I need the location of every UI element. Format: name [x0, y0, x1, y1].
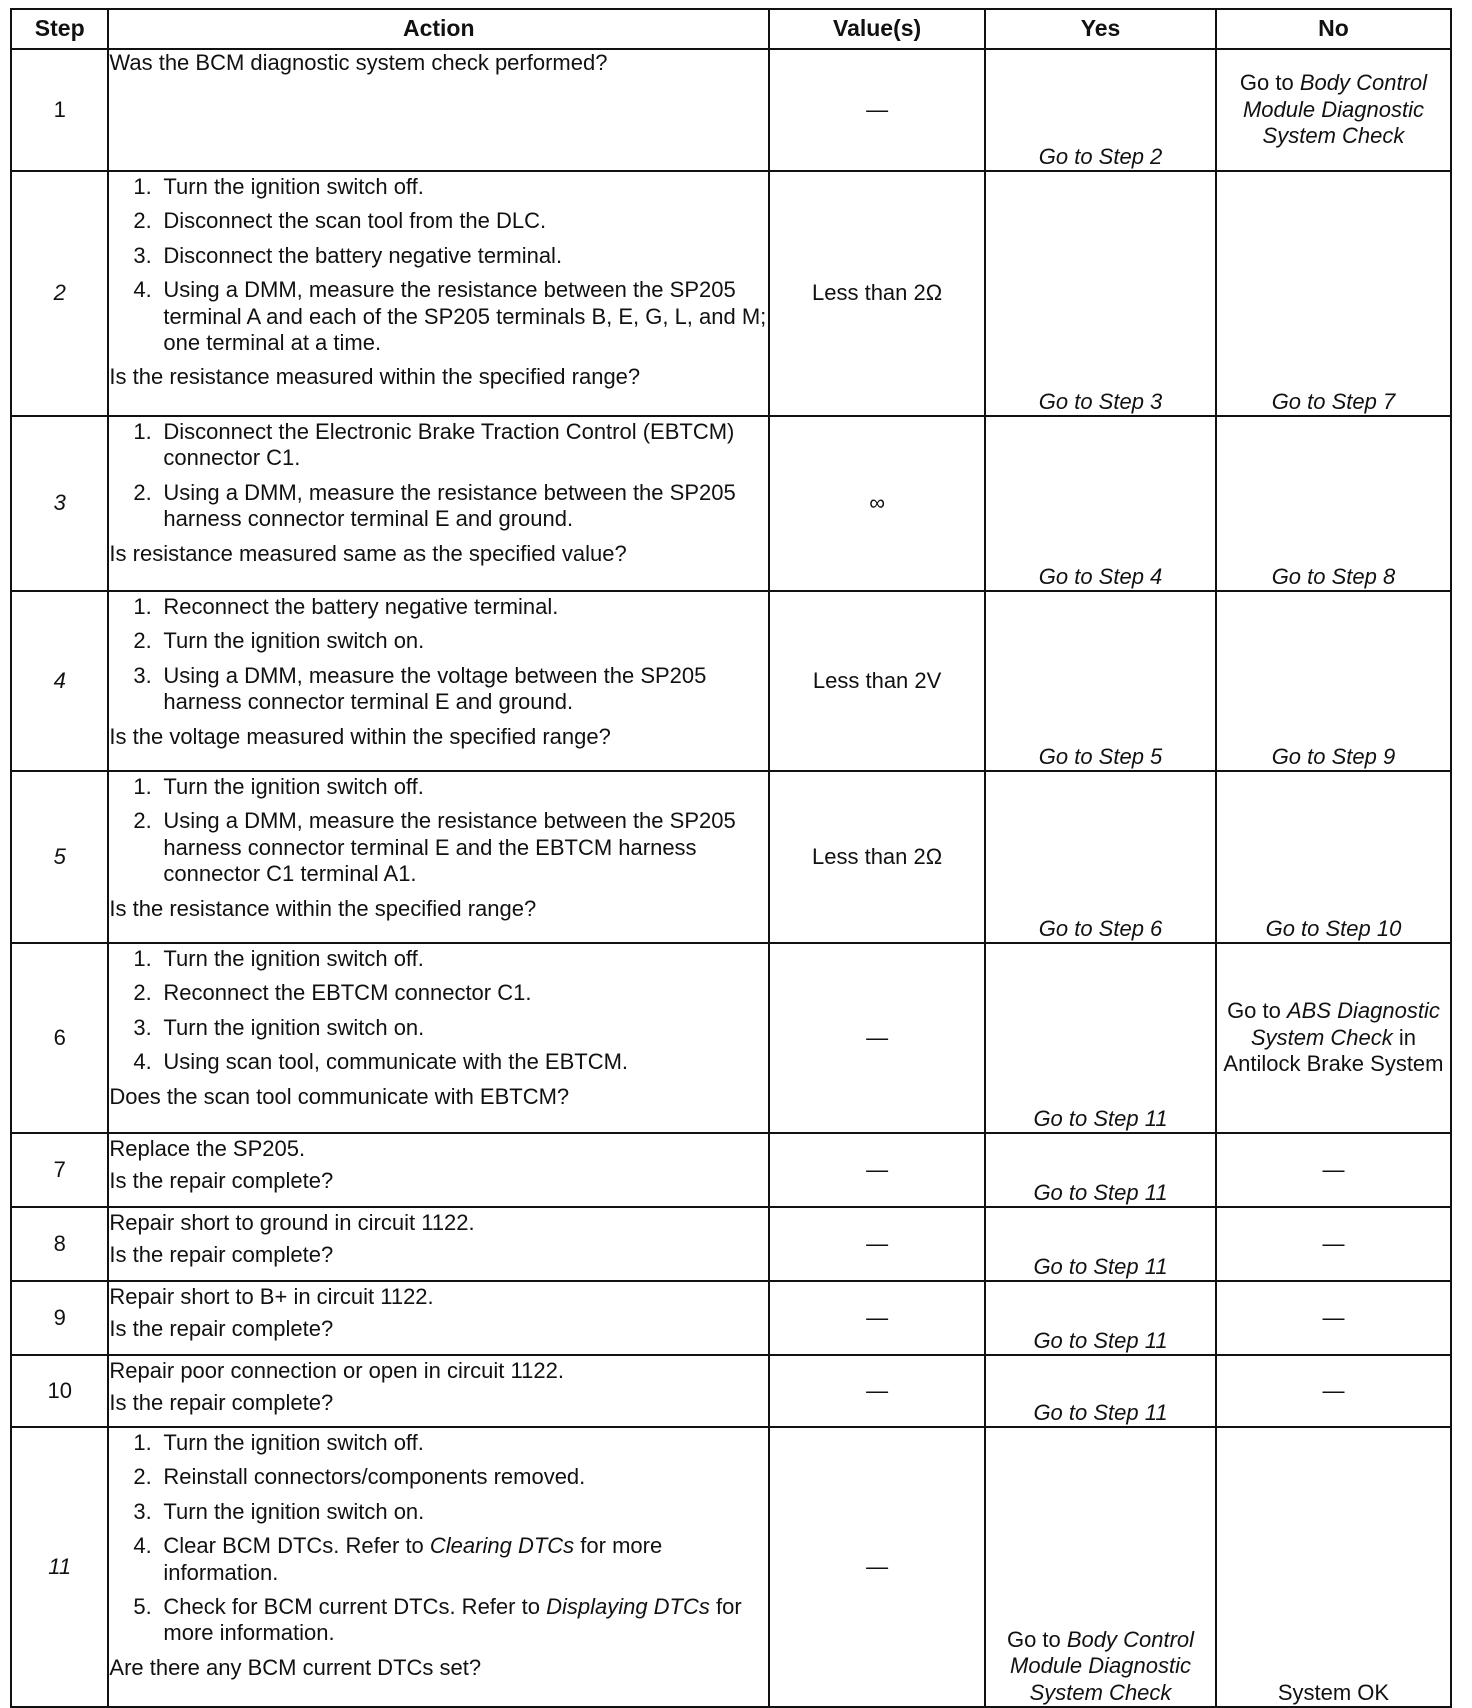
action-question: Is resistance measured same as the specified value? — [109, 540, 627, 566]
no-cell — [1216, 49, 1451, 171]
no-cell — [1216, 943, 1451, 1133]
yes-cell: Go to Step 11 — [985, 1133, 1216, 1207]
table-row — [11, 943, 1451, 1133]
no-link: Body Control Module Diagnostic System Check — [1242, 70, 1428, 149]
list-item: 1. Turn the ignition switch off. — [133, 946, 424, 971]
list-item: 3. Turn the ignition switch on. — [133, 1498, 425, 1524]
no-cell: — — [1216, 1281, 1451, 1355]
value-cell: ∞ — [769, 416, 985, 591]
action-cell — [108, 171, 769, 416]
yes-cell: Go to Step 4 — [985, 416, 1216, 591]
no-cell: — — [1216, 1355, 1451, 1427]
no-cell: Go to Step 8 — [1216, 416, 1451, 591]
action-list — [109, 594, 768, 716]
action-list — [109, 946, 768, 1076]
table-row — [11, 591, 1451, 771]
action-question: Is the repair complete? — [109, 1242, 334, 1268]
value-cell: Less than 2Ω — [769, 771, 985, 943]
yes-cell — [985, 1427, 1216, 1707]
yes-cell: Go to Step 11 — [985, 943, 1216, 1133]
step-number: 2 — [11, 171, 108, 416]
list-item: 5. Check for BCM current DTCs. Refer to Displaying DTCs for more information. — [133, 1593, 742, 1646]
step-number: 10 — [11, 1355, 108, 1427]
action-question: Are there any BCM current DTCs set? — [109, 1654, 482, 1680]
list-item: 1. Turn the ignition switch off. — [133, 174, 424, 199]
action-cell — [108, 1207, 769, 1281]
table-row — [11, 771, 1451, 943]
action-question: Is the resistance within the specified range? — [109, 895, 537, 921]
table-row — [11, 1133, 1451, 1207]
no-cell: — — [1216, 1207, 1451, 1281]
value-cell: — — [769, 49, 985, 171]
list-item: 2. Using a DMM, measure the resistance between the SP205 harness connector terminal E and the EBTCM harness connector C1 terminal A1. — [133, 808, 736, 887]
header-step: Step — [11, 9, 108, 49]
list-item: 2. Using a DMM, measure the resistance between the SP205 harness connector terminal E and ground. — [133, 479, 736, 532]
header-no: No — [1216, 9, 1451, 49]
list-item: 3. Disconnect the battery negative terminal. — [133, 242, 563, 268]
no-suffix: in Antilock Brake System — [1223, 1024, 1444, 1077]
list-item: 2. Reconnect the EBTCM connector C1. — [133, 980, 532, 1006]
action-cell — [108, 49, 769, 171]
yes-cell: Go to Step 3 — [985, 171, 1216, 416]
value-cell: — — [769, 1427, 985, 1707]
diagnostic-table — [10, 8, 1452, 1708]
no-prefix: Go to — [1239, 70, 1300, 96]
action-cell — [108, 1355, 769, 1427]
step-number: 6 — [11, 943, 108, 1133]
header-yes: Yes — [985, 9, 1216, 49]
header-row — [11, 9, 1451, 49]
list-item: 3. Using a DMM, measure the voltage between the SP205 harness connector terminal E and ground. — [133, 662, 707, 715]
list-item: 4. Clear BCM DTCs. Refer to Clearing DTCs for more information. — [133, 1533, 663, 1585]
action-text: Repair poor connection or open in circuit 1122. — [109, 1358, 564, 1383]
no-cell: Go to Step 9 — [1216, 591, 1451, 771]
yes-cell: Go to Step 6 — [985, 771, 1216, 943]
list-item: 2. Turn the ignition switch on. — [133, 628, 425, 654]
step-number: 11 — [11, 1427, 108, 1707]
action-list — [109, 174, 768, 356]
step-number: 9 — [11, 1281, 108, 1355]
reference-link: Clearing DTCs — [429, 1533, 575, 1559]
list-item: 2. Reinstall connectors/components removed. — [133, 1464, 586, 1490]
step-number: 7 — [11, 1133, 108, 1207]
step-number: 1 — [11, 49, 108, 171]
yes-cell: Go to Step 5 — [985, 591, 1216, 771]
no-cell: — — [1216, 1133, 1451, 1207]
value-cell: Less than 2V — [769, 591, 985, 771]
list-item: 1. Disconnect the Electronic Brake Traction Control (EBTCM) connector C1. — [133, 419, 735, 471]
no-cell: Go to Step 7 — [1216, 171, 1451, 416]
list-item: 2. Disconnect the scan tool from the DLC. — [133, 208, 547, 234]
yes-cell: Go to Step 11 — [985, 1281, 1216, 1355]
table-row — [11, 1355, 1451, 1427]
yes-link: Body Control Module Diagnostic System Check — [1010, 1626, 1195, 1705]
value-cell: — — [769, 943, 985, 1133]
value-cell: — — [769, 1281, 985, 1355]
no-cell: Go to Step 10 — [1216, 771, 1451, 943]
value-cell: — — [769, 1355, 985, 1427]
action-text: Was the BCM diagnostic system check performed? — [109, 50, 608, 75]
action-question: Is the repair complete? — [109, 1390, 334, 1416]
list-item: 3. Turn the ignition switch on. — [133, 1014, 425, 1040]
table-row — [11, 49, 1451, 171]
header-action: Action — [108, 9, 769, 49]
yes-prefix: Go to — [1006, 1626, 1067, 1652]
value-cell: Less than 2Ω — [769, 171, 985, 416]
table-row — [11, 1207, 1451, 1281]
action-question: Is the repair complete? — [109, 1168, 334, 1194]
action-question: Is the repair complete? — [109, 1316, 334, 1342]
action-cell — [108, 943, 769, 1133]
yes-cell: Go to Step 11 — [985, 1355, 1216, 1427]
action-text: Repair short to B+ in circuit 1122. — [109, 1284, 434, 1309]
header-values: Value(s) — [769, 9, 985, 49]
action-question: Does the scan tool communicate with EBTCM? — [109, 1083, 570, 1109]
step-number: 4 — [11, 591, 108, 771]
action-list — [109, 1430, 768, 1647]
list-item: 1. Reconnect the battery negative terminal. — [133, 594, 559, 619]
yes-cell: Go to Step 11 — [985, 1207, 1216, 1281]
action-text: Repair short to ground in circuit 1122. — [109, 1210, 475, 1235]
no-prefix: Go to — [1227, 998, 1287, 1024]
action-question: Is the resistance measured within the specified range? — [109, 364, 641, 390]
step-number: 8 — [11, 1207, 108, 1281]
action-question: Is the voltage measured within the specified range? — [109, 723, 611, 749]
action-cell — [108, 416, 769, 591]
table-row — [11, 416, 1451, 591]
table-row — [11, 171, 1451, 416]
value-cell: — — [769, 1207, 985, 1281]
no-link: ABS Diagnostic System Check — [1250, 998, 1440, 1050]
table-row — [11, 1281, 1451, 1355]
reference-link: Displaying DTCs — [546, 1593, 710, 1619]
action-cell — [108, 1427, 769, 1707]
action-cell — [108, 1281, 769, 1355]
list-item: 4. Using a DMM, measure the resistance between the SP205 terminal A and each of the SP205 terminals B, E, G, L, and M; one terminal at a time. — [133, 277, 767, 355]
action-list — [109, 774, 768, 888]
action-cell — [108, 771, 769, 943]
list-item: 1. Turn the ignition switch off. — [133, 1430, 424, 1455]
action-cell — [108, 591, 769, 771]
yes-cell: Go to Step 2 — [985, 49, 1216, 171]
no-cell: System OK — [1216, 1427, 1451, 1707]
action-list — [109, 419, 768, 533]
table-row — [11, 1427, 1451, 1707]
step-number: 5 — [11, 771, 108, 943]
value-cell: — — [769, 1133, 985, 1207]
page — [10, 8, 1452, 1708]
action-text: Replace the SP205. — [109, 1136, 306, 1161]
list-item: 1. Turn the ignition switch off. — [133, 774, 424, 799]
step-number: 3 — [11, 416, 108, 591]
action-cell — [108, 1133, 769, 1207]
list-item: 4. Using scan tool, communicate with the EBTCM. — [133, 1049, 629, 1075]
